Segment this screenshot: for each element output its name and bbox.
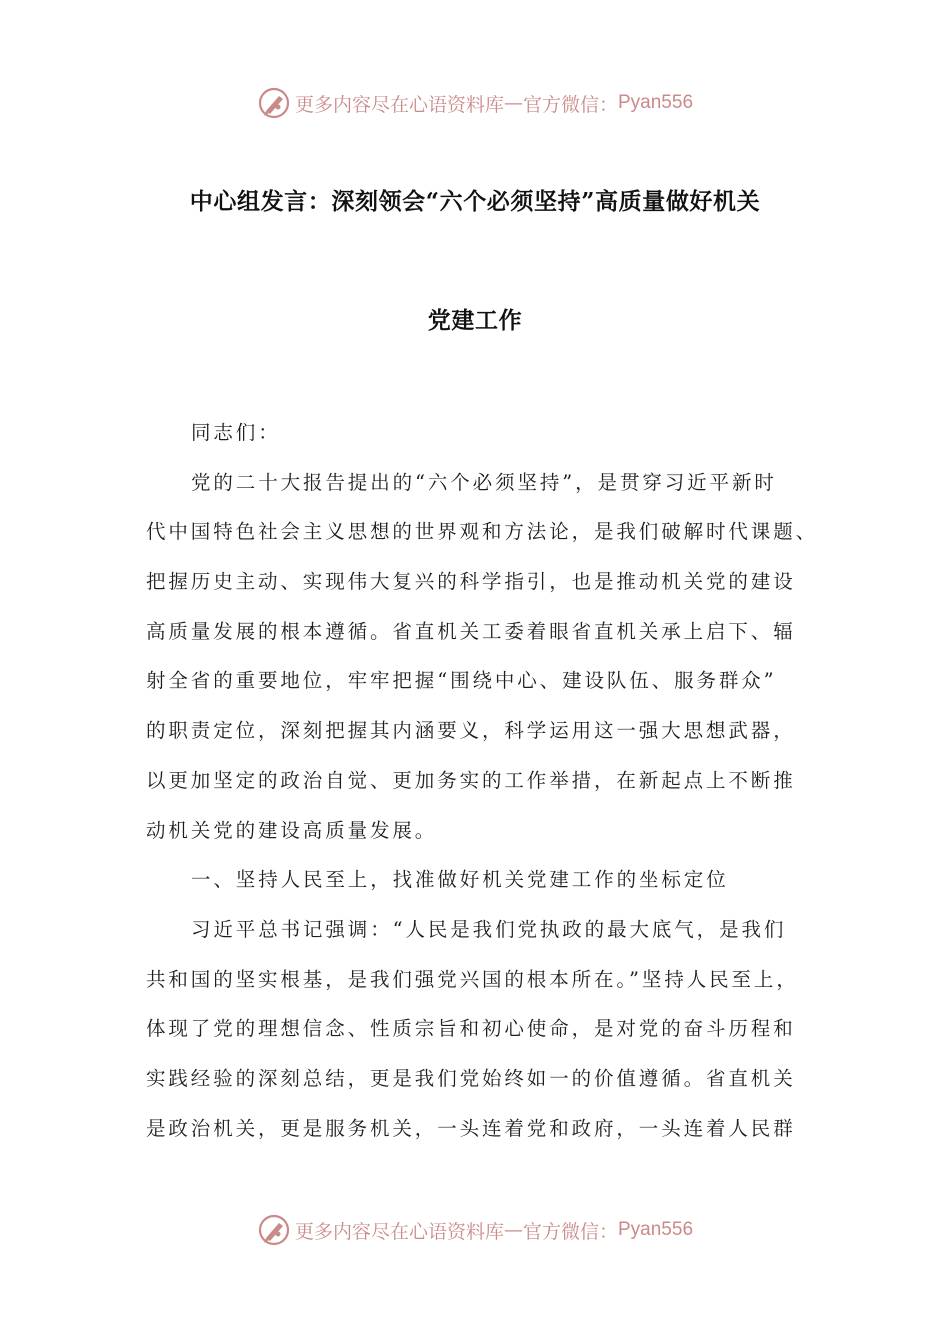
paragraph-line: 共和国的坚实根基，是我们强党兴国的根本所在。”坚持人民至上，	[146, 967, 799, 991]
header-banner	[0, 83, 950, 123]
paragraph-line: 实践经验的深刻总结，更是我们党始终如一的价值遵循。省直机关	[146, 1066, 796, 1090]
banner-wechat-id: Pyan556	[618, 92, 694, 113]
banner-dash: —	[503, 1219, 523, 1241]
paragraph-line: 高质量发展的根本遵循。省直机关工委着眼省直机关承上启下、辐	[146, 619, 796, 643]
paragraph-line: 体现了党的理想信念、性质宗旨和初心使命，是对党的奋斗历程和	[146, 1017, 796, 1041]
pen-logo-icon	[257, 86, 291, 120]
document-title-line-2: 党建工作	[427, 307, 523, 334]
paragraph-line: 把握历史主动、实现伟大复兴的科学指引，也是推动机关党的建设	[146, 570, 796, 594]
paragraph-line: 动机关党的建设高质量发展。	[146, 818, 438, 842]
banner-brand: 更多内容尽在心语资料库	[294, 1220, 504, 1243]
paragraph-line: 代中国特色社会主义思想的世界观和方法论，是我们破解时代课题、	[146, 520, 819, 544]
paragraph-line: 习近平总书记强调：“人民是我们党执政的最大底气，是我们	[191, 917, 787, 941]
paragraph-line: 以更加坚定的政治自觉、更加务实的工作举措，在新起点上不断推	[146, 768, 796, 792]
banner-brand: 更多内容尽在心语资料库	[294, 93, 504, 116]
document-body	[146, 418, 819, 1163]
paragraph-line: 党的二十大报告提出的“六个必须坚持”，是贯穿习近平新时	[191, 470, 777, 494]
banner-wechat-label: 官方微信：	[522, 1220, 618, 1243]
section-heading: 一、坚持人民至上，找准做好机关党建工作的坐标定位	[191, 868, 729, 892]
pen-logo-icon	[257, 1213, 291, 1247]
banner-dash: —	[503, 92, 523, 114]
salutation: 同志们：	[191, 421, 281, 444]
footer-banner	[0, 1210, 950, 1250]
paragraph-line: 的职责定位，深刻把握其内涵要义，科学运用这一强大思想武器，	[146, 719, 796, 743]
paragraph-line: 射全省的重要地位，牢牢把握“围绕中心、建设队伍、服务群众”	[146, 669, 777, 693]
banner-wechat-label: 官方微信：	[522, 93, 618, 116]
banner-wechat-id: Pyan556	[618, 1219, 694, 1240]
document-title-line-1: 中心组发言：深刻领会“六个必须坚持”高质量做好机关	[189, 188, 761, 215]
paragraph-line: 是政治机关，更是服务机关，一头连着党和政府，一头连着人民群	[146, 1116, 796, 1140]
